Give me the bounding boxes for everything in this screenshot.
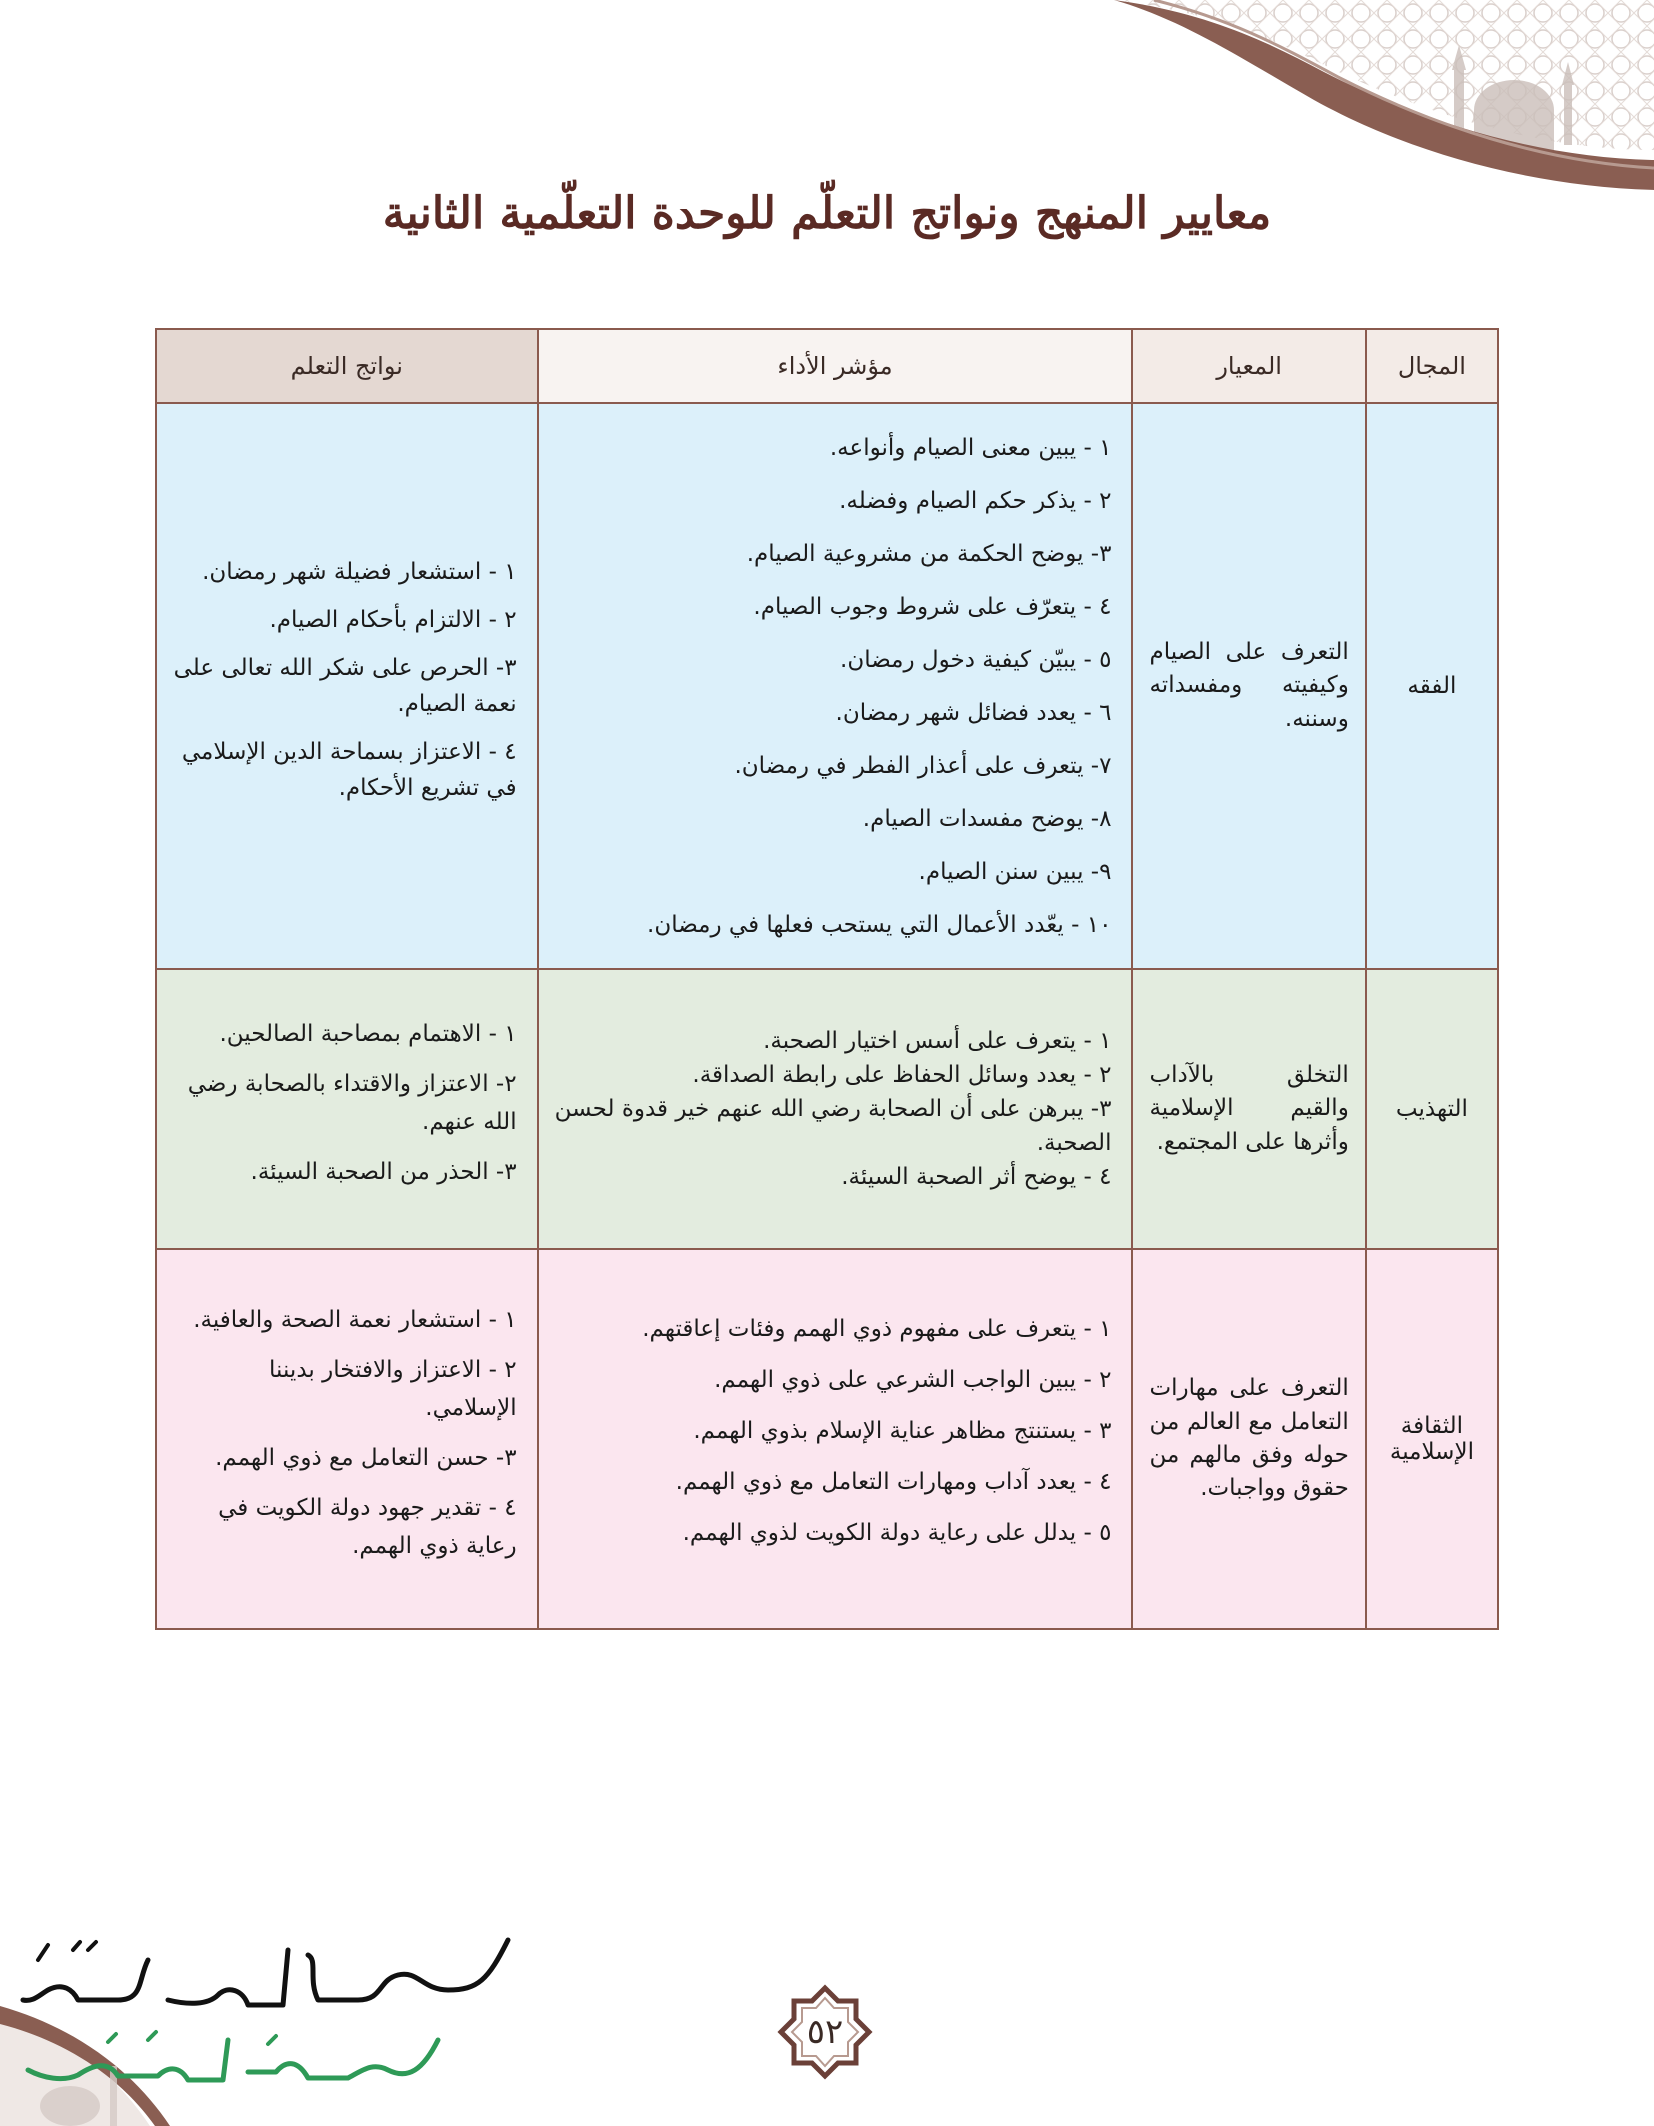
page-number: ٥٢ (806, 2012, 844, 2052)
table-row-islamic-culture (156, 1249, 1498, 1629)
header-standard: المعيار (1132, 329, 1365, 403)
indicators-cell (538, 1249, 1133, 1629)
outcomes-cell (156, 969, 538, 1249)
indicator-item: ٢ - يعدد وسائل الحفاظ على رابطة الصداقة. (692, 1062, 1112, 1088)
indicator-item: ٤ - يعدد آداب ومهارات التعامل مع ذوي الهمم. (675, 1468, 1112, 1495)
outcome-item: ٢- الاعتزاز والاقتداء بالصحابة رضي الله عنهم. (187, 1071, 517, 1135)
outcome-item: ٤ - تقدير جهود دولة الكويت في رعاية ذوي الهمم. (218, 1495, 517, 1559)
indicators-cell (538, 969, 1133, 1249)
indicator-item: ٢ - يذكر حكم الصيام وفضله. (839, 487, 1112, 514)
table-row-fiqh (156, 403, 1498, 969)
indicator-item: ٣- يبرهن على أن الصحابة رضي الله عنهم خير قدوة لحسن الصحبة. (554, 1096, 1112, 1156)
table-header-row (156, 329, 1498, 403)
header-learning-outcomes: نواتج التعلم (156, 329, 538, 403)
handwritten-signature (18, 1920, 538, 2100)
indicator-item: ٣- يوضح الحكمة من مشروعية الصيام. (746, 540, 1112, 567)
indicators-cell (538, 403, 1133, 969)
indicator-item: ٩- يبين سنن الصيام. (918, 858, 1112, 885)
page-number-badge (775, 1982, 875, 2082)
outcome-item: ٣- الحرص على شكر الله تعالى على نعمة الصيام. (173, 655, 517, 717)
header-performance-indicator: مؤشر الأداء (538, 329, 1133, 403)
table-row-tahdhib (156, 969, 1498, 1249)
outcome-item: ٣- الحذر من الصحبة السيئة. (250, 1159, 517, 1185)
indicator-item: ٤ - يتعرّف على شروط وجوب الصيام. (753, 593, 1112, 620)
indicator-item: ٧- يتعرف على أعذار الفطر في رمضان. (734, 752, 1112, 779)
indicator-item: ٤ - يوضح أثر الصحبة السيئة. (841, 1164, 1112, 1190)
indicator-item: ٥ - يبيّن كيفية دخول رمضان. (840, 646, 1112, 673)
standard-cell: التعرف على مهارات التعامل مع العالم من حوله وفق مالهم من حقوق وواجبات. (1132, 1249, 1365, 1629)
indicator-item: ٦ - يعدد فضائل شهر رمضان. (835, 699, 1112, 726)
page-title: معايير المنهج ونواتج التعلّم للوحدة التعلّمية الثانية (382, 188, 1272, 239)
indicator-item: ١ - يبين معنى الصيام وأنواعه. (829, 434, 1112, 461)
indicator-item: ١ - يتعرف على أسس اختيار الصحبة. (763, 1028, 1112, 1054)
outcome-item: ٤ - الاعتزاز بسماحة الدين الإسلامي في تشريع الأحكام. (181, 739, 517, 801)
outcomes-cell (156, 403, 538, 969)
curriculum-standards-table (155, 328, 1499, 1630)
domain-cell: الثقافة الإسلامية (1366, 1249, 1498, 1629)
indicator-item: ٥ - يدلل على رعاية دولة الكويت لذوي الهمم. (682, 1519, 1112, 1546)
outcome-item: ١ - استشعار نعمة الصحة والعافية. (193, 1307, 517, 1333)
domain-cell: التهذيب (1366, 969, 1498, 1249)
corner-ornament-top (1114, 0, 1654, 190)
standard-cell: التعرف على الصيام وكيفيته ومفسداته وسننه. (1132, 403, 1365, 969)
indicator-item: ٣ - يستنتج مظاهر عناية الإسلام بذوي الهمم. (693, 1417, 1112, 1444)
indicator-item: ١ - يتعرف على مفهوم ذوي الهمم وفئات إعاقتهم. (642, 1315, 1112, 1342)
indicator-item: ١٠ - يعّدد الأعمال التي يستحب فعلها في رمضان. (647, 911, 1112, 938)
outcome-item: ٣- حسن التعامل مع ذوي الهمم. (215, 1445, 517, 1471)
outcomes-cell (156, 1249, 538, 1629)
domain-cell: الفقه (1366, 403, 1498, 969)
standard-cell: التخلق بالآداب والقيم الإسلامية وأثرها على المجتمع. (1132, 969, 1365, 1249)
outcome-item: ٢ - الالتزام بأحكام الصيام. (269, 607, 517, 633)
outcome-item: ١ - الاهتمام بمصاحبة الصالحين. (219, 1021, 517, 1047)
indicator-item: ٨- يوضح مفسدات الصيام. (862, 805, 1112, 832)
indicator-item: ٢ - يبين الواجب الشرعي على ذوي الهمم. (714, 1366, 1112, 1393)
outcome-item: ١ - استشعار فضيلة شهر رمضان. (202, 559, 517, 585)
header-domain: المجال (1366, 329, 1498, 403)
outcome-item: ٢ - الاعتزاز والافتخار بديننا الإسلامي. (269, 1357, 517, 1421)
